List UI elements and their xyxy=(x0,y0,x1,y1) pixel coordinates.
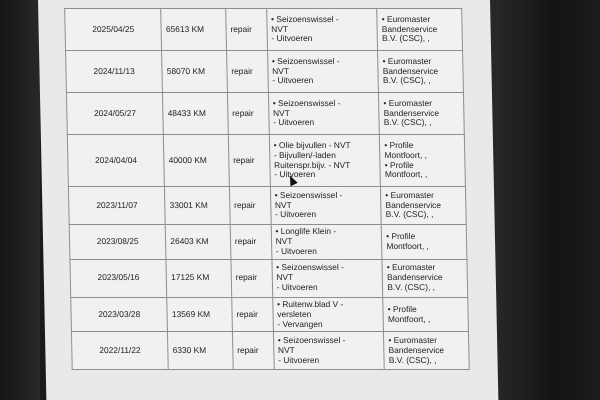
supplier-cell xyxy=(377,9,463,51)
description-line: - Bijvullen/-laden xyxy=(273,149,336,160)
description-line: • Seizoenswissel - xyxy=(271,55,340,66)
table-row xyxy=(71,297,469,332)
supplier-line: Montfoort, , xyxy=(384,169,428,180)
type-cell: repair xyxy=(226,51,268,93)
description-line: NVT xyxy=(275,235,293,246)
mileage-cell: 40000 KM xyxy=(164,135,230,187)
table-row xyxy=(66,51,464,93)
description-cell xyxy=(273,332,384,370)
maintenance-history-table xyxy=(64,8,470,370)
type-cell: repair xyxy=(232,332,274,370)
description-line: - Uitvoeren xyxy=(278,354,320,365)
description-line: - Uitvoeren xyxy=(273,117,315,128)
type-cell: repair xyxy=(227,93,269,135)
mileage-cell: 33001 KM xyxy=(165,187,230,225)
supplier-line: Montfoort, , xyxy=(387,313,431,324)
mileage-cell: 26403 KM xyxy=(166,225,231,260)
supplier-cell xyxy=(381,187,467,225)
supplier-cell xyxy=(383,297,468,332)
supplier-line: B.V. (CSC), , xyxy=(383,117,432,128)
date-cell: 2024/05/27 xyxy=(66,93,163,135)
description-line: - Uitvoeren xyxy=(272,75,314,86)
monitor-bezel-right xyxy=(490,0,600,400)
mileage-cell: 13569 KM xyxy=(167,297,232,332)
description-line: - Uitvoeren xyxy=(271,33,313,44)
supplier-line: Bandenservice xyxy=(385,199,442,210)
date-cell: 2023/08/25 xyxy=(69,225,166,260)
description-line: • Seizoenswissel - xyxy=(270,13,339,24)
description-cell xyxy=(269,135,381,187)
description-cell xyxy=(266,9,378,51)
description-line: - Uitvoeren xyxy=(274,169,316,180)
description-cell xyxy=(268,93,380,135)
description-line: - Uitvoeren xyxy=(275,245,317,256)
description-line: NVT xyxy=(272,107,290,118)
supplier-line: B.V. (CSC), , xyxy=(381,33,430,44)
description-line: NVT xyxy=(274,199,292,210)
supplier-line: B.V. (CSC), , xyxy=(382,75,431,86)
description-line: versleten xyxy=(277,308,312,319)
table-row xyxy=(65,9,463,51)
document-screen xyxy=(38,0,498,400)
supplier-line: • Euromaster xyxy=(385,189,434,200)
mileage-cell: 58070 KM xyxy=(162,51,227,93)
supplier-line: Bandenservice xyxy=(386,272,443,283)
supplier-line: • Profile xyxy=(384,159,414,170)
date-cell: 2024/11/13 xyxy=(66,51,163,93)
type-cell: repair xyxy=(229,187,271,225)
type-cell: repair xyxy=(225,9,267,51)
supplier-cell xyxy=(378,51,464,93)
date-cell: 2023/05/16 xyxy=(70,259,167,297)
supplier-line: B.V. (CSC), , xyxy=(387,282,436,293)
description-line: • Longlife Klein - xyxy=(275,226,337,236)
date-cell: 2025/04/25 xyxy=(65,9,162,51)
description-cell xyxy=(271,225,382,260)
table-row xyxy=(71,332,469,370)
supplier-cell xyxy=(379,93,465,135)
description-line: - Uitvoeren xyxy=(276,282,318,293)
type-cell: repair xyxy=(228,135,270,187)
supplier-line: • Euromaster xyxy=(383,97,433,108)
description-line: - Vervangen xyxy=(277,318,323,329)
description-line: NVT xyxy=(272,65,289,76)
description-line: • Olie bijvullen - NVT xyxy=(273,139,351,150)
type-cell: repair xyxy=(230,225,272,260)
supplier-line: • Profile xyxy=(387,303,417,314)
supplier-line: • Profile xyxy=(384,139,414,150)
date-cell: 2024/04/04 xyxy=(67,135,164,187)
date-cell: 2022/11/22 xyxy=(71,332,168,370)
supplier-line: Bandenservice xyxy=(382,65,439,76)
type-cell: repair xyxy=(232,297,274,332)
supplier-line: B.V. (CSC), , xyxy=(385,209,434,220)
supplier-line: Bandenservice xyxy=(388,344,445,355)
table-row xyxy=(67,135,465,187)
supplier-line: B.V. (CSC), , xyxy=(388,354,437,365)
date-cell: 2023/11/07 xyxy=(68,187,165,225)
table-row xyxy=(70,259,468,297)
supplier-cell xyxy=(380,135,466,187)
table-row xyxy=(66,93,464,135)
description-line: - Uitvoeren xyxy=(275,209,317,220)
supplier-line: • Euromaster xyxy=(381,13,431,24)
description-line: • Seizoenswissel - xyxy=(277,335,346,346)
description-cell xyxy=(267,51,379,93)
description-line: • Seizoenswissel - xyxy=(274,189,343,200)
supplier-line: Bandenservice xyxy=(383,107,440,118)
description-line: • Ruitenw.blad V - xyxy=(276,298,344,309)
type-cell: repair xyxy=(231,259,273,297)
mileage-cell: 48433 KM xyxy=(163,93,228,135)
supplier-cell xyxy=(381,225,466,260)
mileage-cell: 6330 KM xyxy=(168,332,233,370)
description-line: NVT xyxy=(271,23,289,34)
supplier-line: Montfoort, , xyxy=(386,240,429,251)
maintenance-table-body xyxy=(65,9,470,370)
description-line: • Seizoenswissel - xyxy=(272,97,341,108)
description-cell xyxy=(272,259,383,297)
supplier-line: Montfoort, , xyxy=(384,149,427,160)
description-line: NVT xyxy=(277,344,295,355)
mileage-cell: 17125 KM xyxy=(166,259,231,297)
description-cell xyxy=(270,187,381,225)
monitor-bezel-left xyxy=(0,0,40,400)
supplier-line: • Profile xyxy=(386,230,416,241)
supplier-cell xyxy=(382,259,468,297)
table-row xyxy=(69,225,467,260)
date-cell: 2023/03/28 xyxy=(71,297,168,332)
description-cell xyxy=(272,297,383,332)
supplier-line: • Euromaster xyxy=(388,335,438,346)
supplier-line: Bandenservice xyxy=(381,23,438,34)
supplier-line: • Euromaster xyxy=(386,262,436,273)
table-row xyxy=(68,187,466,225)
description-line: NVT xyxy=(276,272,294,283)
supplier-line: • Euromaster xyxy=(382,55,432,66)
mileage-cell: 65613 KM xyxy=(161,9,226,51)
supplier-cell xyxy=(384,332,470,370)
description-line: • Seizoenswissel - xyxy=(276,262,344,273)
description-line: Ruitenspr.bijv. - NVT xyxy=(273,159,351,170)
